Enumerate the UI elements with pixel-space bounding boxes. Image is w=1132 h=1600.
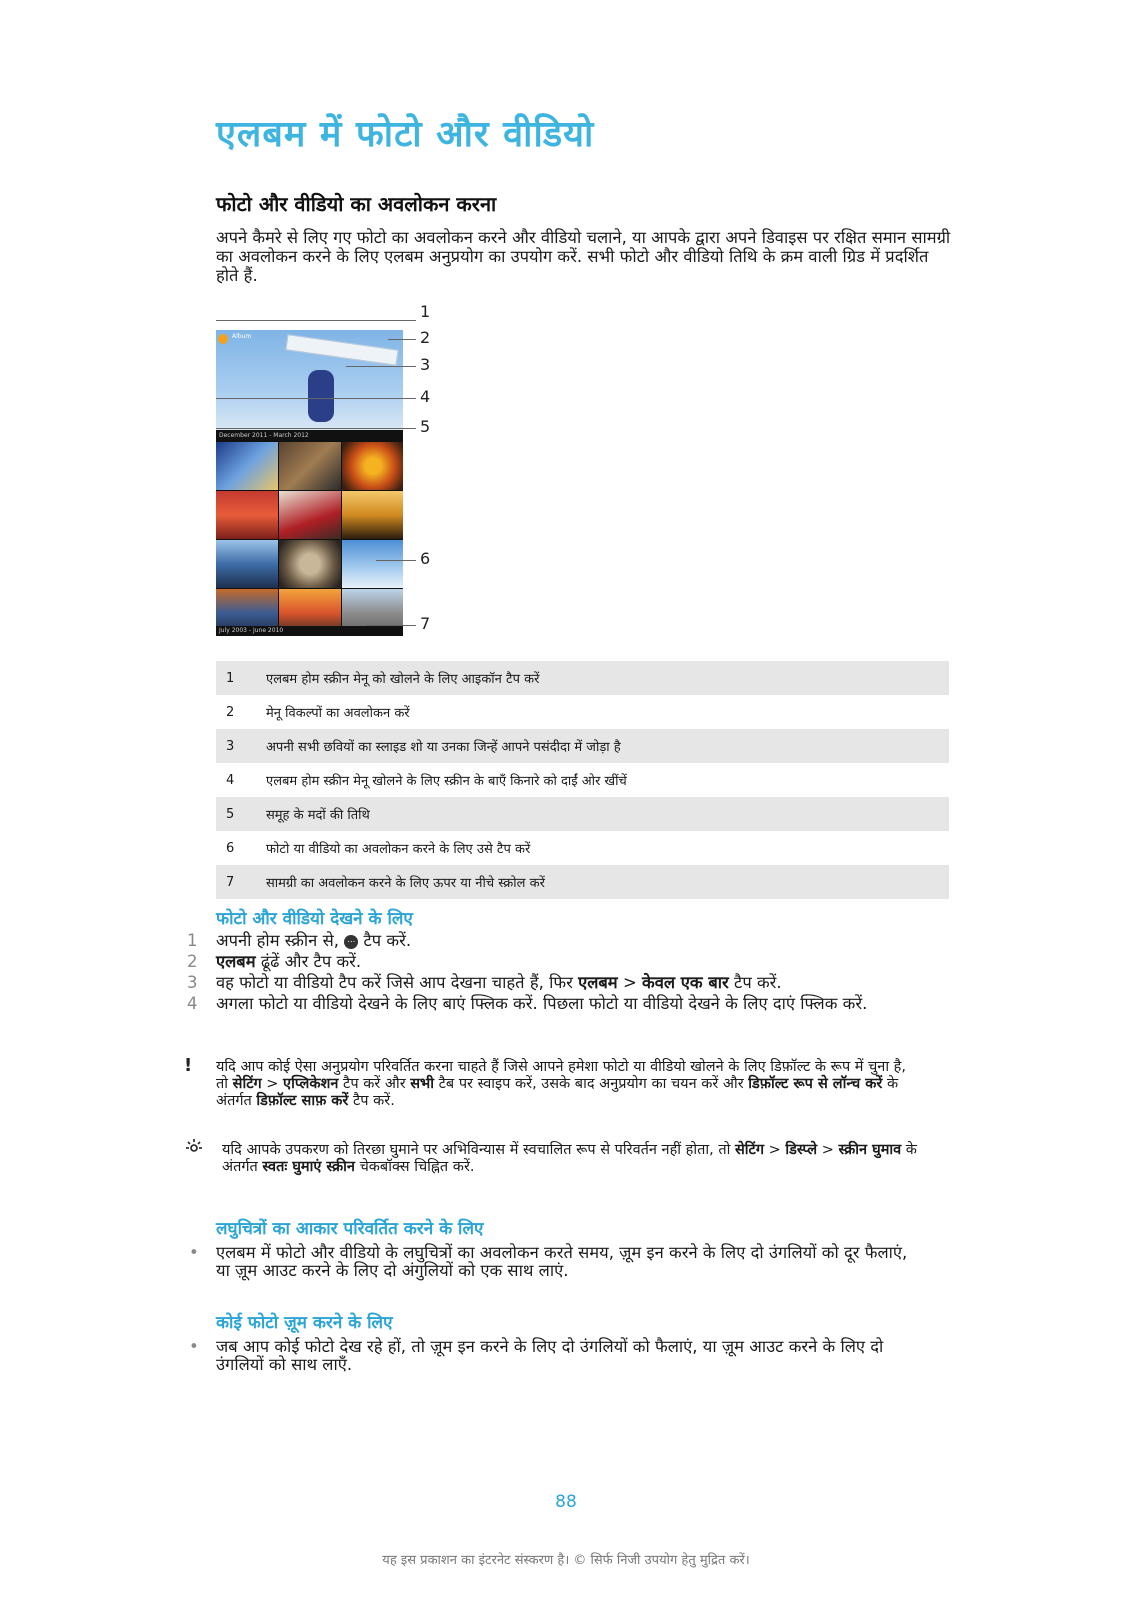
- note-bold: सभी: [410, 1076, 435, 1092]
- step-text: अगला फोटो या वीडियो देखने के लिए बाएं फ्लिक करें. पिछला फोटो या वीडियो देखने के लिए दाएं फ्लिक करें.: [216, 994, 868, 1013]
- tip-bold: डिस्प्ले: [785, 1142, 818, 1158]
- step-item: [187, 932, 907, 950]
- legend-row: [216, 865, 949, 899]
- callout-number: 5: [420, 417, 431, 436]
- bullet-dot: •: [189, 1243, 199, 1262]
- step-number: 1: [187, 931, 198, 950]
- legend-row: [216, 729, 949, 763]
- warning-icon: !: [184, 1055, 193, 1076]
- callout-line-1: [216, 320, 416, 321]
- callout-line-7: [366, 625, 416, 626]
- intro-paragraph: अपने कैमरे से लिए गए फोटो का अवलोकन करने और वीडियो चलाने, या आपके द्वारा अपने डिवाइस पर रक्षित समान सामग्री का अवलोकन करने के लिए एलबम अनुप्रयोग का उपयोग करें. सभी फोटो और वीडियो तिथि के क्रम वाली ग्रिड में प्रदर्शित होते हैं.: [216, 228, 951, 285]
- thumbnail: [342, 540, 403, 588]
- legend-text: अपनी सभी छवियों का स्लाइड शो या उनका जिन्हें आपने पसंदीदा में जोड़ा है: [265, 729, 949, 763]
- thumbnail: [279, 442, 341, 490]
- step-text: वह फोटो या वीडियो टैप करें जिसे आप देखना चाहते हैं, फिर: [216, 973, 573, 992]
- tip-bold: सेटिंग: [735, 1142, 765, 1158]
- legend-text: फोटो या वीडियो का अवलोकन करने के लिए उसे टैप करें: [266, 842, 531, 857]
- tip-box: [222, 1142, 922, 1176]
- callout-line-2: [388, 339, 416, 340]
- callout-number: 7: [420, 614, 431, 633]
- step-bold-term: केवल एक बार: [642, 973, 729, 992]
- step-item: [187, 995, 907, 1013]
- note-bold: सेटिंग: [232, 1076, 262, 1092]
- tip-text: के अंतर्गत: [222, 1142, 917, 1175]
- thumbnail-grid: [216, 442, 403, 636]
- zoom-heading: कोई फोटो ज़ूम करने के लिए: [216, 1313, 393, 1333]
- callout-line-4: [216, 398, 416, 399]
- tip-bold: स्वतः घुमाएं स्क्रीन: [262, 1159, 355, 1175]
- note-text: के अंतर्गत: [216, 1076, 899, 1109]
- legend-row: [216, 763, 949, 797]
- step-text: ढूंढें और टैप करें.: [260, 952, 362, 971]
- thumb-heading: लघुचित्रों का आकार परिवर्तित करने के लिए: [216, 1219, 484, 1239]
- album-screenshot-figure: [216, 302, 456, 636]
- screenshot-header: Album: [232, 333, 252, 340]
- step-number: 3: [187, 973, 198, 992]
- thumbnail: [279, 491, 341, 539]
- note-text: टैप करें.: [352, 1093, 395, 1109]
- step-number: 4: [187, 994, 198, 1013]
- note-text: यदि आप कोई ऐसा अनुप्रयोग परिवर्तित करना चाहते हैं जिसे आपने हमेशा फोटो या वीडियो खोलने के लिए डिफ़ॉल्ट के रूप में चुना है, तो: [216, 1059, 906, 1092]
- callout-number: 3: [420, 355, 431, 374]
- legend-text: सामग्री का अवलोकन करने के लिए ऊपर या नीचे स्क्रोल करें: [265, 865, 949, 899]
- ski-shape: [285, 334, 398, 365]
- callout-number: 1: [420, 302, 431, 321]
- step-bold-term: एलबम: [216, 952, 256, 971]
- callout-line-5: [216, 428, 416, 429]
- date-range-1: December 2011 - March 2012: [216, 430, 403, 442]
- legend-number: 7: [216, 865, 265, 899]
- callout-number: 2: [420, 328, 431, 347]
- legend-number: 1: [216, 661, 265, 695]
- callout-number: 4: [420, 387, 431, 406]
- thumbnail: [216, 442, 278, 490]
- bullet-text: एलबम में फोटो और वीडियो के लघुचित्रों का अवलोकन करते समय, ज़ूम इन करने के लिए दो उंगलियों को दूर फैलाएं, या ज़ूम आउट करने के लिए दो अंगुलियों को एक साथ लाएं.: [216, 1243, 908, 1280]
- legend-number: 4: [226, 772, 235, 788]
- legend-text: मेनू विकल्पों का अवलोकन करें: [266, 706, 410, 721]
- step-separator: >: [622, 973, 637, 992]
- thumbnail: [279, 540, 341, 588]
- footer-text: यह इस प्रकाशन का इंटरनेट संस्करण है। © सिर्फ निजी उपयोग हेतु मुद्रित करें।: [382, 1553, 750, 1568]
- note-box: [216, 1059, 916, 1110]
- legend-row: [216, 797, 949, 831]
- legend-number: 2: [226, 704, 235, 720]
- legend-number: 3: [216, 729, 265, 763]
- step-text: टैप करें.: [363, 931, 412, 950]
- tip-text: चेकबॉक्स चिह्नित करें.: [359, 1159, 475, 1175]
- lightbulb-icon: [184, 1138, 204, 1163]
- tip-separator: >: [768, 1142, 781, 1158]
- note-bold: डिफ़ॉल्ट साफ़ करें: [256, 1093, 349, 1109]
- skier-shape: [308, 370, 334, 422]
- legend-text: समूह के मदों की तिथि: [265, 797, 949, 831]
- legend-row: [216, 661, 949, 695]
- step-item: [187, 953, 907, 971]
- note-bold: डिफ़ॉल्ट रूप से लॉन्च करें: [748, 1076, 883, 1092]
- callout-number: 6: [420, 549, 431, 568]
- bullet-text: जब आप कोई फोटो देख रहे हों, तो ज़ूम इन करने के लिए दो उंगलियों को फैलाएं, या ज़ूम आउट करने के लिए दो उंगलियों को साथ लाएँ.: [216, 1337, 884, 1374]
- section-title: फोटो और वीडियो का अवलोकन करना: [216, 192, 497, 216]
- legend-row: [216, 695, 949, 729]
- hero-image: [216, 330, 403, 430]
- tip-separator: >: [821, 1142, 834, 1158]
- date-range-2: July 2003 - June 2010: [216, 626, 403, 636]
- page-title: एलबम में फोटो और वीडियो: [216, 114, 595, 155]
- note-text: टैब पर स्वाइप करें, उसके बाद अनुप्रयोग का चयन करें और: [438, 1076, 744, 1092]
- thumbnail: [342, 491, 403, 539]
- bullet-dot: •: [189, 1337, 199, 1356]
- callout-line-6: [376, 560, 416, 561]
- step-text: अपनी होम स्क्रीन से,: [216, 931, 339, 950]
- step-text: टैप करें.: [734, 973, 782, 992]
- note-text: टैप करें और: [343, 1076, 406, 1092]
- album-menu-icon: [218, 334, 228, 344]
- steps-list: [187, 932, 907, 1016]
- step-item: [187, 974, 907, 992]
- legend-number: 5: [216, 797, 265, 831]
- tip-text: यदि आपके उपकरण को तिरछा घुमाने पर अभिविन्यास में स्वचालित रूप से परिवर्तन नहीं होता, तो: [222, 1142, 731, 1158]
- album-screenshot: [216, 330, 403, 636]
- legend-row: [216, 831, 949, 865]
- view-heading: फोटो और वीडियो देखने के लिए: [216, 909, 413, 929]
- step-bold-term: एलबम: [578, 973, 618, 992]
- tip-bold: स्क्रीन घुमाव: [838, 1142, 902, 1158]
- legend-text: एलबम होम स्क्रीन मेनू खोलने के लिए स्क्रीन के बाएँ किनारे को दाईं ओर खींचें: [266, 774, 627, 789]
- note-bold: एप्लिकेशन: [283, 1076, 339, 1092]
- zoom-bullet: [187, 1338, 922, 1374]
- callout-line-3: [346, 366, 416, 367]
- note-separator: >: [266, 1076, 279, 1092]
- apps-menu-icon: ⋯: [344, 935, 358, 949]
- step-number: 2: [187, 952, 198, 971]
- thumbnail: [216, 491, 278, 539]
- thumbnail: [342, 442, 403, 490]
- thumbnail: [216, 540, 278, 588]
- thumb-bullet: [187, 1244, 922, 1280]
- legend-table: [216, 661, 949, 899]
- page-number: 88: [555, 1492, 577, 1512]
- legend-text: एलबम होम स्क्रीन मेनू को खोलने के लिए आइकॉन टैप करें: [265, 661, 949, 695]
- legend-number: 6: [226, 840, 235, 856]
